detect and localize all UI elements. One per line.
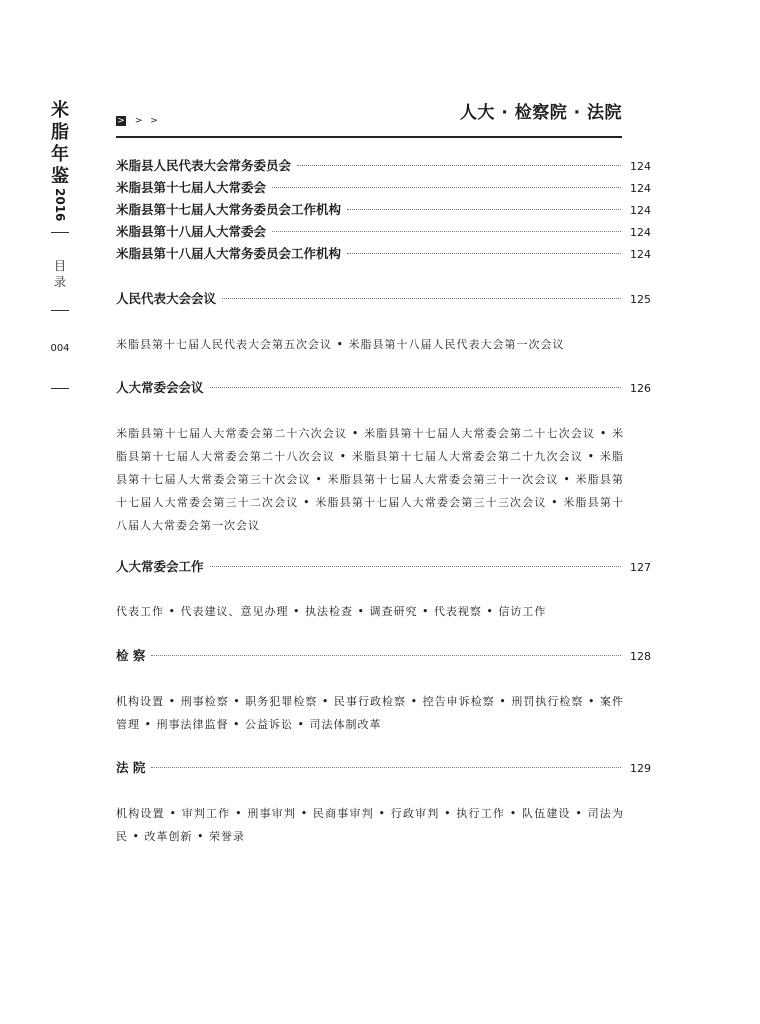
leader-dots [151, 655, 621, 656]
toc-section-heading [116, 646, 651, 668]
toc-section-heading [116, 758, 651, 780]
toc-entry-label: 人民代表大会会议 [116, 291, 217, 306]
toc-section-heading [116, 557, 651, 579]
toc-entry-label: 米脂县第十七届人大常委会 [116, 180, 267, 195]
breadcrumb-arrow-icon: > [150, 116, 158, 126]
toc-entry-label: 法 院 [116, 760, 146, 775]
toc-entry[interactable] [116, 758, 651, 780]
leader-dots [272, 187, 621, 188]
title-char: 年 [51, 144, 69, 165]
leader-dots [222, 298, 621, 299]
toc-entry-page: 128 [630, 650, 651, 663]
sidebar-divider [51, 232, 69, 233]
toc-entry[interactable] [116, 222, 651, 244]
toc-group [116, 156, 651, 266]
toc-entry-label: 米脂县第十八届人大常务委员会工作机构 [116, 246, 342, 261]
section-char: 录 [53, 275, 66, 289]
leader-dots [210, 566, 621, 567]
leader-dots [297, 165, 621, 166]
toc-entry[interactable] [116, 200, 651, 222]
yearbook-year: 2016 [53, 188, 67, 222]
leader-dots [210, 387, 621, 388]
toc-entry-page: 126 [630, 382, 651, 395]
sidebar-divider [51, 388, 69, 389]
header-divider [116, 136, 622, 138]
toc-entry-page: 125 [630, 293, 651, 306]
toc-entry-page: 124 [630, 182, 651, 195]
toc-entry-page: 124 [630, 248, 651, 261]
toc-entry[interactable] [116, 557, 651, 579]
page-title: 人大 · 检察院 · 法院 [459, 103, 622, 123]
title-char: 鉴 [51, 166, 69, 187]
toc-section-description: 机构设置 • 审判工作 • 刑事审判 • 民商事审判 • 行政审判 • 执行工作 • 队伍建设 • 司法为民 • 改革创新 • 荣誉录 [116, 807, 624, 843]
toc-entry-label: 人大常委会会议 [116, 380, 204, 395]
leader-dots [151, 767, 621, 768]
toc-section-description: 米脂县第十七届人大常委会第二十六次会议 • 米脂县第十七届人大常委会第二十七次会议 • 米脂县第十七届人大常委会第二十八次会议 • 米脂县第十七届人大常委会第二十九次会议 • 米脂县第十七届人大常委会第三十次会议 • 米脂县第十七届人大常委会第三十一次会议 • 米脂县第十七届人大常委会第三十二次会议 • 米脂县第十七届人大常委会第三十三次会议 • 米脂县第十八届人大常委会第一次会议 [116, 427, 624, 532]
toc-section-description: 机构设置 • 刑事检察 • 职务犯罪检察 • 民事行政检察 • 控告申诉检察 • 刑罚执行检察 • 案件管理 • 刑事法律监督 • 公益诉讼 • 司法体制改革 [116, 695, 624, 731]
yearbook-title [50, 100, 70, 188]
breadcrumb [116, 116, 163, 126]
leader-dots [347, 253, 621, 254]
title-char: 脂 [51, 122, 69, 143]
breadcrumb-marker: > [117, 116, 125, 126]
toc-entry-label: 米脂县第十八届人大常委会 [116, 224, 267, 239]
toc-entry-label: 检 察 [116, 648, 146, 663]
section-char: 目 [53, 259, 66, 273]
toc-entry[interactable] [116, 178, 651, 200]
toc-entry[interactable] [116, 289, 651, 311]
section-label [50, 258, 70, 290]
breadcrumb-arrow-icon: > [134, 116, 143, 126]
toc-entry[interactable] [116, 646, 651, 668]
toc-entry-page: 129 [630, 762, 651, 775]
page-number: 004 [50, 343, 70, 354]
toc-entry[interactable] [116, 378, 651, 400]
toc-entry-label: 人大常委会工作 [116, 559, 204, 574]
toc-section-description: 米脂县第十七届人民代表大会第五次会议 • 米脂县第十八届人民代表大会第一次会议 [116, 338, 565, 351]
toc-entry-label: 米脂县人民代表大会常务委员会 [116, 158, 292, 173]
toc-entry[interactable] [116, 156, 651, 178]
toc-entry-page: 124 [630, 160, 651, 173]
toc-entry[interactable] [116, 244, 651, 266]
title-char: 米 [51, 100, 69, 121]
leader-dots [272, 231, 621, 232]
toc-section-heading [116, 378, 651, 400]
toc-entry-label: 米脂县第十七届人大常务委员会工作机构 [116, 202, 342, 217]
toc-section-heading [116, 289, 651, 311]
sidebar-divider [51, 310, 69, 311]
toc-entry-page: 127 [630, 561, 651, 574]
toc-entry-page: 124 [630, 226, 651, 239]
toc-entry-page: 124 [630, 204, 651, 217]
toc-section-description: 代表工作 • 代表建议、意见办理 • 执法检查 • 调查研究 • 代表视察 • 信访工作 [116, 605, 547, 618]
leader-dots [347, 209, 621, 210]
